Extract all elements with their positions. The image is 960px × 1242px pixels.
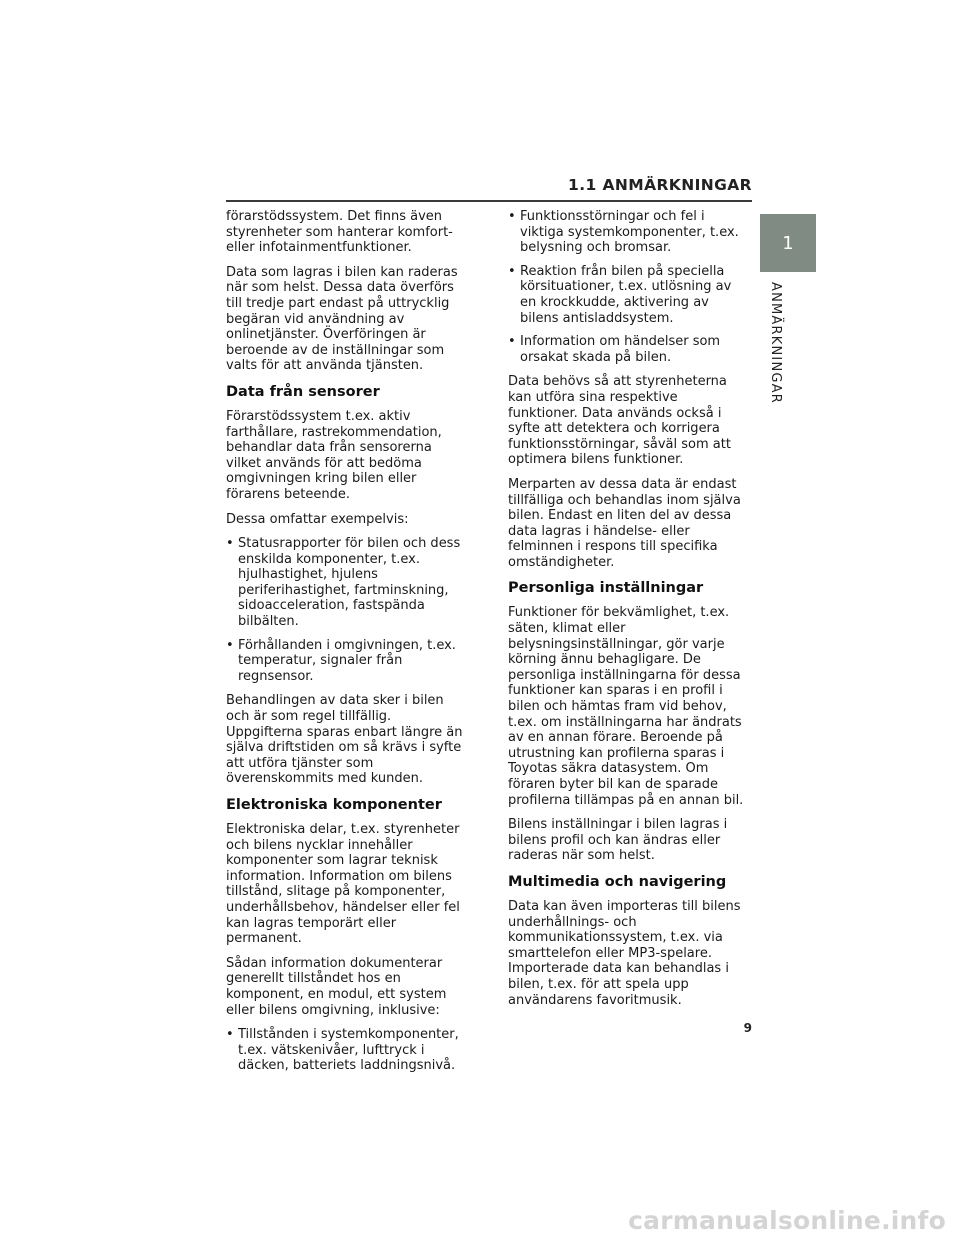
chapter-tab [760,214,816,272]
list-item: • Information om händelser som orsakat skada på bilen. [508,334,746,365]
section-heading-multimedia: Multimedia och navigering [508,873,727,890]
paragraph: Sådan information dokumenterar generellt tillståndet hos en komponent, en modul, ett system eller bilens omgivning, inklusive: [226,955,447,1018]
paragraph: Bilens inställningar i bilen lagras i bilens profil och kan ändras eller raderas när som helst. [508,817,728,864]
paragraph: Elektroniska delar, t.ex. styrenheter och bilens nycklar innehåller komponenter som lagrar teknisk information. Information om bilens tillstånd, slitage på komponenter, underhållsbehov, händelser eller fel kan lagras temporärt eller permanent. [226,822,460,947]
section-header-title: 1.1 ANMÄRKNINGAR [568,176,752,194]
list-item: • Funktionsstörningar och fel i viktiga systemkomponenter, t.ex. belysning och bromsar. [508,209,746,256]
bullet-list [508,209,746,365]
header-divider [226,200,752,202]
list-item: • Reaktion från bilen på speciella körsituationer, t.ex. utlösning av en krockkudde, aktivering av bilens antisladdsystem. [508,264,746,326]
list-item: • Statusrapporter för bilen och dess enskilda komponenter, t.ex. hjulhastighet, hjulens periferihastighet, fartminskning, sidoacceleration, fastspända bilbälten. [226,536,464,630]
bullet-list [226,1027,464,1074]
paragraph: Data som lagras i bilen kan raderas när som helst. Dessa data överförs till tredje part endast på uttrycklig begäran vid användning av onlinetjänster. Överföringen är beroende av de inställningar som valts för att använda tjänsten. [226,264,458,374]
paragraph: Funktioner för bekvämlighet, t.ex. säten, klimat eller belysningsinställningar, gör varje körning ännu behagligare. De personliga inställningarna för dessa funktioner kan sparas i en profil i bilen och hämtas fram vid behov, t.ex. om inställningarna har ändrats av en annan förare. Beroende på utrustning kan profilerna sparas i Toyotas säkra datasystem. Om föraren byter bil kan de sparade profilerna tillämpas på en annan bil. [508,605,744,808]
right-column [508,209,746,1017]
section-heading-personal-settings: Personliga inställningar [508,580,704,597]
list-item: • Förhållanden i omgivningen, t.ex. temperatur, signaler från regnsensor. [226,638,464,685]
bullet-list [226,536,464,684]
left-column [226,209,464,1083]
section-heading-electronics: Elektroniska komponenter [226,797,442,813]
paragraph: förarstödssystem. Det finns även styrenheter som hanterar komfort- eller infotainmentfunktioner. [226,209,453,256]
paragraph: Dessa omfattar exempelvis: [226,511,409,527]
paragraph: Behandlingen av data sker i bilen och är som regel tillfällig. Uppgifterna sparas enbart längre än själva driftstiden om så krävs i syfte att utföra tjänster som överenskommits med kunden. [226,693,463,787]
paragraph: Data behövs så att styrenheterna kan utföra sina respektive funktioner. Data används också i syfte att detektera och korrigera funktionsstörningar, såväl som att optimera bilens funktioner. [508,374,731,468]
list-item: • Tillstånden i systemkomponenter, t.ex. vätskenivåer, lufttryck i däcken, batteriets laddningsnivå. [226,1027,464,1074]
chapter-number: 1 [782,232,794,254]
paragraph: Förarstödssystem t.ex. aktiv farthållare, rastrekommendation, behandlar data från sensorerna vilket används för att bedöma omgivningen kring bilen eller förarens beteende. [226,408,442,502]
paragraph: Merparten av dessa data är endast tillfälliga och behandlas inom själva bilen. Endast en liten del av dessa data lagras i händelse- eller felminnen i respons till specifika omständigheter. [508,476,741,570]
page-number: 9 [743,1021,752,1035]
paragraph: Data kan även importeras till bilens underhållnings- och kommunikationssystem, t.ex. via smarttelefon eller MP3-spelare. Importerade data kan behandlas i bilen, t.ex. för att spela upp användarens favoritmusik. [508,898,741,1008]
chapter-side-label: ANMÄRKNINGAR [768,282,783,404]
section-heading-sensors: Data från sensorer [226,383,380,400]
watermark: carmanualsonline.info [628,1206,946,1235]
